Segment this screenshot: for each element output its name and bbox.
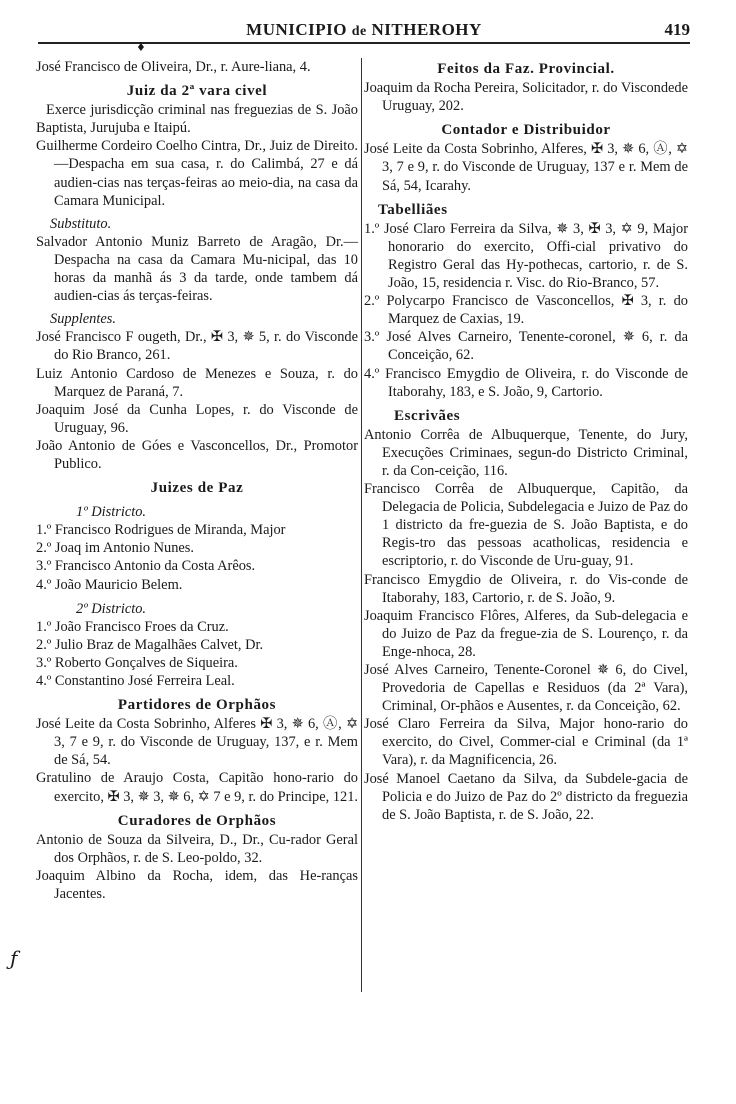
bullet-ornament: ♦ bbox=[136, 41, 146, 54]
escrivao-item: José Manoel Caetano da Silva, da Subdele-gacia de Policia e do Juizo de Paz do 2º districto da freguezia de S. João Baptista, r. de S. João, 22. bbox=[364, 770, 688, 823]
heading-partidores: Partidores de Orphãos bbox=[117, 697, 277, 714]
page-number: 419 bbox=[664, 20, 690, 39]
right-column bbox=[364, 58, 688, 824]
feitos-entry: Joaquim da Rocha Pereira, Solicitador, r. do Viscondede Uruguay, 202. bbox=[364, 80, 688, 115]
tabelliao-item: 3.º José Alves Carneiro, Tenente-coronel, ✵ 6, r. da Conceição, 62. bbox=[364, 329, 688, 364]
escrivao-item: Francisco Corrêa de Albuquerque, Capitão, da Delegacia de Policia, Subdelegacia e Juizo de Paz do 1 districto da fre-guezia de S. João Baptista, e do Regis-tro das pessoas acatholicas, residencia e escriptorio, r. do Visconde de Uru-guay, 91. bbox=[364, 481, 688, 570]
title-de: de bbox=[351, 24, 367, 39]
juiz2-name: Guilherme Cordeiro Coelho Cintra, Dr., Juiz de Direito.—Despacha em sua casa, r. do Calimbá, 27 e dá audien-cias nas terças-feiras ao meio-dia, na casa da Camara Municipal. bbox=[36, 138, 358, 209]
escrivao-item: Francisco Emygdio de Oliveira, r. do Vis-conde de Itaborahy, 183, Cartorio, r. de S. João, 9. bbox=[364, 571, 688, 606]
heading-tabelliaes: Tabelliães bbox=[378, 201, 448, 218]
supplente-item: José Francisco F ougeth, Dr., ✠ 3, ✵ 5, r. do Visconde do Rio Branco, 261. bbox=[36, 329, 358, 364]
substituto-entry: Salvador Antonio Muniz Barreto de Aragão, Dr.—Despacha na casa da Camara Mu-nicipal, das 10 horas da manhã ás 3 da tarde, onde tambem dá audien-cias ás terças-feiras. bbox=[36, 233, 358, 305]
title-main: MUNICIPIO bbox=[246, 20, 348, 39]
supplentes-label: Supplentes. bbox=[50, 311, 116, 328]
supplente-item: Luiz Antonio Cardoso de Menezes e Souza, r. do Marquez de Paraná, 7. bbox=[36, 365, 358, 400]
entry-top: José Francisco de Oliveira, Dr., r. Aure-liana, 4. bbox=[36, 59, 311, 75]
escrivao-item: José Alves Carneiro, Tenente-Coronel ✵ 6, do Civel, Provedoria de Capellas e Residuos (da 2ª Vara), Criminal, Or-phãos e Ausentes, r. da Conceição, 62. bbox=[364, 662, 688, 715]
escrivao-item: Joaquim Francisco Flôres, Alferes, da Sub-delegacia e do Juizo de Paz da fregue-zia de S. Lourenço, r. da Enge-nhoca, 28. bbox=[364, 607, 688, 660]
juiz-paz-item: 3.º Roberto Gonçalves de Siqueira. bbox=[36, 654, 238, 671]
page-header bbox=[38, 14, 690, 44]
juiz-paz-item: 2.º Joaq im Antonio Nunes. bbox=[36, 540, 194, 557]
juiz-paz-item: 1.º Francisco Rodrigues de Miranda, Major bbox=[36, 522, 286, 539]
tabelliao-item: 1.º José Claro Ferreira da Silva, ✵ 3, ✠ 3, ✡ 9, Major honorario do exercito, Offi-cial privativo do Registro Geral das Hy-pothecas, cartorio, r. de S. João, 15, residencia r. Visc. do Rio-Branco, 57. bbox=[364, 220, 688, 292]
partidor-item: José Leite da Costa Sobrinho, Alferes ✠ 3, ✵ 6, Ⓐ, ✡ 3, 7 e 9, r. do Visconde de Uruguay, 137, e r. Mem de Sá, 54. bbox=[36, 716, 358, 769]
curador-item: Antonio de Souza da Silveira, D., Dr., Cu-rador Geral dos Orphãos, r. de S. Leo-poldo, 32. bbox=[36, 831, 358, 866]
juiz-paz-item: 4.º Constantino José Ferreira Leal. bbox=[36, 673, 235, 689]
heading-feitos: Feitos da Faz. Provincial. bbox=[437, 61, 615, 77]
escrivao-item: José Claro Ferreira da Silva, Major hono-rario do exercito, do Civel, Commer-cial e Criminal (da 1ª Vara), r. da Magnificencia, 26. bbox=[364, 716, 688, 769]
juiz-paz-item: 1.º João Francisco Froes da Cruz. bbox=[36, 618, 229, 635]
juiz2-intro: Exerce jurisdicção criminal nas freguezias de S. João Baptista, Jurujuba e Itaipú. bbox=[36, 102, 358, 137]
supplente-item: Joaquim José da Cunha Lopes, r. do Visconde de Uruguay, 96. bbox=[36, 401, 358, 436]
column-divider bbox=[361, 58, 362, 992]
juiz-paz-item: 2.º Julio Braz de Magalhães Calvet, Dr. bbox=[36, 636, 264, 653]
heading-escrivaes: Escrivães bbox=[394, 407, 461, 424]
substituto-label: Substituto. bbox=[50, 215, 112, 232]
tabelliao-item: 2.º Polycarpo Francisco de Vasconcellos, ✠ 3, r. do Marquez de Caxias, 19. bbox=[364, 293, 688, 328]
juiz-paz-item: 3.º Francisco Antonio da Costa Arêos. bbox=[36, 558, 256, 575]
districto-1-label: 1º Districto. bbox=[76, 504, 147, 521]
juiz-paz-item: 4.º João Mauricio Belem. bbox=[36, 576, 183, 593]
supplente-item: João Antonio de Góes e Vasconcellos, Dr., Promotor Publico. bbox=[36, 437, 358, 472]
districto-2-label: 2º Districto. bbox=[76, 600, 147, 617]
partidor-item: Gratulino de Araujo Costa, Capitão hono-rario do exercito, ✠ 3, ✵ 3, ✵ 6, ✡ 7 e 9, r. do Principe, 121. bbox=[36, 770, 359, 805]
margin-annotation: ƒ bbox=[10, 946, 18, 970]
title-place: NITHEROHY bbox=[371, 20, 482, 39]
tabelliao-item: 4.º Francisco Emygdio de Oliveira, r. do Visconde de Itaborahy, 183, e S. João, 9, Cartorio. bbox=[364, 365, 688, 400]
curador-item: Joaquim Albino da Rocha, idem, das He-ranças Jacentes. bbox=[36, 867, 358, 903]
heading-curadores: Curadores de Orphãos bbox=[117, 812, 277, 829]
heading-juiz-2-vara: Juiz da 2ª vara civel bbox=[126, 83, 268, 100]
heading-contador: Contador e Distribuidor bbox=[441, 122, 611, 139]
heading-juizes-de-paz: Juizes de Paz bbox=[150, 480, 244, 497]
contador-entry: José Leite da Costa Sobrinho, Alferes, ✠ 3, ✵ 6, Ⓐ, ✡ 3, 7 e 9, r. do Visconde de Uruguay, 137 e r. Mem de Sá, 54, Icarahy. bbox=[364, 141, 688, 194]
escrivao-item: Antonio Corrêa de Albuquerque, Tenente, do Jury, Execuções Criminaes, segun-do Districto Criminal, r. da Con-ceição, 116. bbox=[364, 426, 688, 479]
left-column bbox=[36, 58, 358, 903]
running-title bbox=[38, 20, 690, 40]
